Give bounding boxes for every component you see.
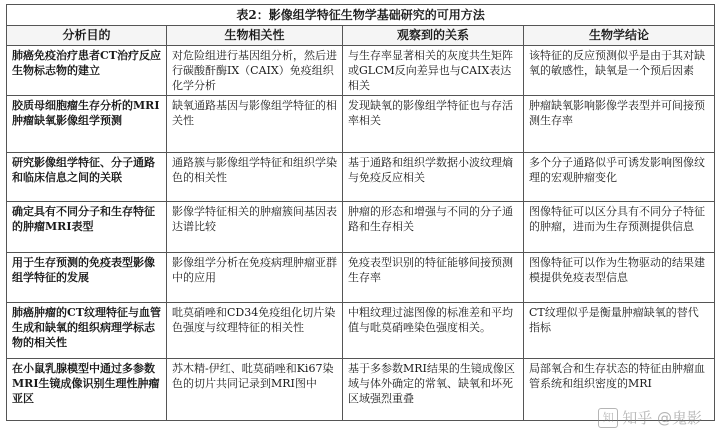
cell-relevance: 影像组学分析在免疫病理肿瘤亚群中的应用 xyxy=(167,253,343,303)
cell-purpose: 用于生存预测的免疫表型影像组学特征的发展 xyxy=(7,253,167,303)
cell-purpose: 肺癌肿瘤的CT纹理特征与血管生成和缺氧的组织病理学标志物的相关性 xyxy=(7,303,167,359)
cell-relevance: 吡莫硝唑和CD34免疫组化切片染色强度与纹理特征的相关性 xyxy=(167,303,343,359)
cell-relationship: 与生存率显著相关的灰度共生矩阵或GLCM反向差异也与CAIX表达相关 xyxy=(343,46,524,96)
header-relevance: 生物相关性 xyxy=(167,26,343,46)
cell-conclusion: 多个分子通路似乎可诱发影响图像纹理的宏观肿瘤变化 xyxy=(524,153,715,202)
cell-relevance: 通路簇与影像组学特征和组织学染色的相关性 xyxy=(167,153,343,202)
cell-relationship: 中粗纹理过滤图像的标准差和平均值与吡莫硝唑染色强度相关。 xyxy=(343,303,524,359)
table-caption: 表2：影像组学特征生物学基础研究的可用方法 xyxy=(7,5,715,26)
table-row xyxy=(7,153,715,202)
cell-purpose: 在小鼠乳腺模型中通过多参数MRI生镜成像识别生理性肿瘤亚区 xyxy=(7,359,167,421)
cell-relevance: 缺氧通路基因与影像组学特征的相关性 xyxy=(167,96,343,153)
header-relationship: 观察到的关系 xyxy=(343,26,524,46)
watermark-text: 知乎 @鬼影 xyxy=(622,409,702,427)
cell-purpose: 研究影像组学特征、分子通路和临床信息之间的关联 xyxy=(7,153,167,202)
zhihu-logo-icon: 知 xyxy=(598,408,618,428)
table-row xyxy=(7,253,715,303)
header-conclusion: 生物学结论 xyxy=(524,26,715,46)
table-row xyxy=(7,96,715,153)
cell-relevance: 影像学特征相关的肿瘤簇间基因表达谱比较 xyxy=(167,202,343,253)
cell-relationship: 基于通路和组织学数据小波纹理熵与免疫反应相关 xyxy=(343,153,524,202)
cell-conclusion: 图像特征可以作为生物驱动的结果建模提供免疫表型信息 xyxy=(524,253,715,303)
table-row xyxy=(7,303,715,359)
cell-conclusion: CT纹理似乎是衡量肿瘤缺氧的替代指标 xyxy=(524,303,715,359)
methods-table xyxy=(6,4,715,421)
cell-conclusion: 该特征的反应预测似乎是由于其对缺氧的敏感性，缺氧是一个预后因素 xyxy=(524,46,715,96)
table-caption-row xyxy=(7,5,715,26)
cell-relationship: 基于多参数MRI结果的生镜成像区域与体外确定的常氧、缺氧和坏死区域强烈重叠 xyxy=(343,359,524,421)
cell-relevance: 苏木精-伊红、吡莫硝唑和Ki67染色的切片共同记录到MRI图中 xyxy=(167,359,343,421)
cell-purpose: 胶质母细胞瘤生存分析的MRI肿瘤缺氧影像组学预测 xyxy=(7,96,167,153)
cell-conclusion: 图像特征可以区分具有不同分子特征的肿瘤，进而为生存预测提供信息 xyxy=(524,202,715,253)
cell-relevance: 对危险组进行基因组分析，然后进行碳酸酐酶IX（CAIX）免疫组织化学分析 xyxy=(167,46,343,96)
cell-purpose: 肺癌免疫治疗患者CT治疗反应生物标志物的建立 xyxy=(7,46,167,96)
table-row xyxy=(7,46,715,96)
cell-purpose: 确定具有不同分子和生存特征的肿瘤MRI表型 xyxy=(7,202,167,253)
cell-relationship: 肿瘤的形态和增强与不同的分子通路和生存相关 xyxy=(343,202,524,253)
table-row xyxy=(7,202,715,253)
cell-relationship: 发现缺氧的影像组学特征也与存活率相关 xyxy=(343,96,524,153)
cell-conclusion: 肿瘤缺氧影响影像学表型并可间接预测生存率 xyxy=(524,96,715,153)
table-header-row xyxy=(7,26,715,46)
header-purpose: 分析目的 xyxy=(7,26,167,46)
cell-relationship: 免疫表型识别的特征能够间接预测生存率 xyxy=(343,253,524,303)
cell-conclusion: 局部氧合和生存状态的特征由肿瘤血管系统和组织密度的MRI xyxy=(524,359,715,421)
watermark xyxy=(598,407,702,428)
